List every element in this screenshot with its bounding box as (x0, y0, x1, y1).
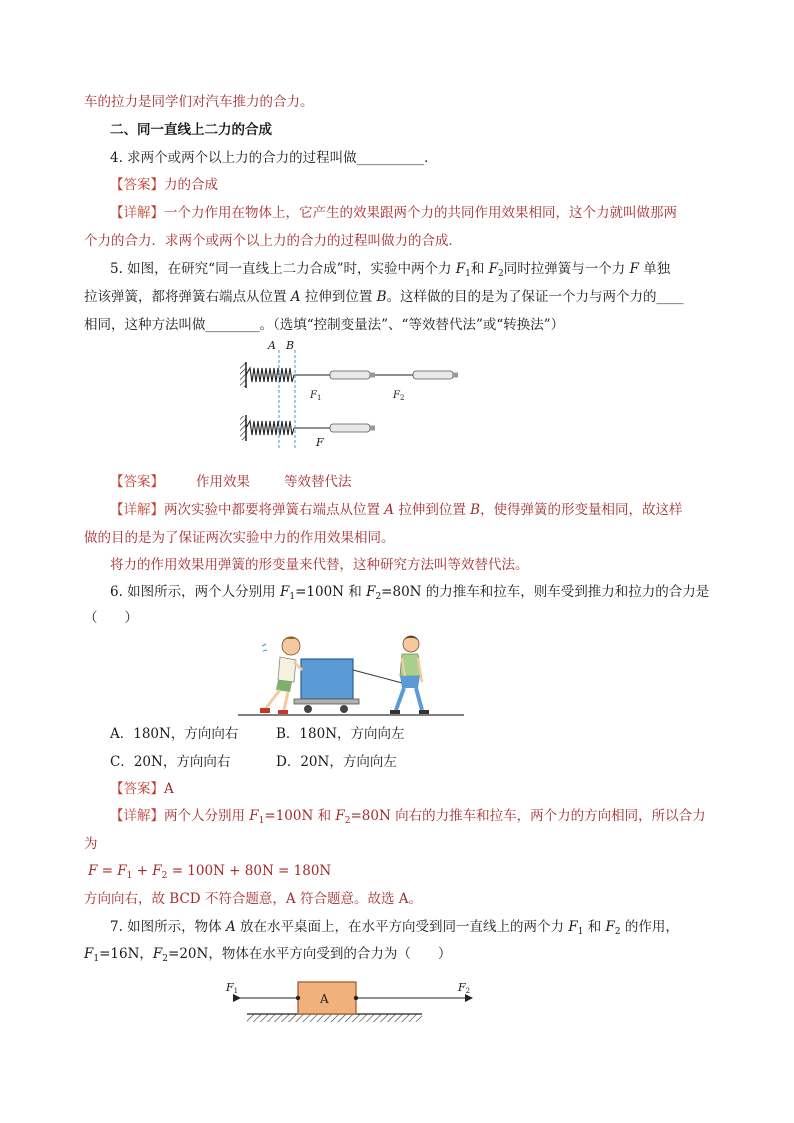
sub-1: 1 (289, 592, 296, 602)
detail-tag: 【详解】 (110, 808, 164, 824)
label-f1: $F_1$ (310, 390, 322, 402)
sub-2: 2 (614, 927, 621, 937)
symbol-f1: F (117, 863, 127, 879)
block-a-label: A (320, 992, 329, 1006)
rope (353, 670, 406, 684)
symbol-a: A (290, 289, 301, 305)
q6-formula: $F = F_1 + F_2 = 100N + 80N = 180N$ (88, 863, 332, 881)
sub-1: 1 (577, 927, 584, 937)
q5-text-f: 拉伸到位置 (300, 289, 377, 305)
sub-2: 2 (161, 871, 168, 881)
sub-1: 1 (93, 954, 100, 964)
q7-text-b: 放在水平桌面上，在水平方向受到同一直线上的两个力 (235, 919, 569, 935)
q5-stem-line2 (84, 287, 684, 307)
q6-text-b: =100N 和 (295, 584, 367, 600)
symbol-f1: F (279, 584, 290, 600)
q5-text-c: 同时拉弹簧与一个力 (503, 261, 630, 277)
sub-2: 2 (498, 269, 504, 279)
label-f: F (316, 436, 324, 449)
symbol-f2: F (366, 584, 376, 600)
push-pull-cart-figure (236, 632, 466, 717)
symbol-b: B (470, 502, 481, 518)
symbol-f2: F (152, 863, 162, 879)
q5-detail-line1 (110, 500, 683, 520)
label-f2: $F_2$ (393, 390, 405, 402)
q6-option-d[interactable]: D．20N，方向向左 (276, 754, 397, 770)
q5-text-d: 单独 (638, 261, 671, 277)
q4-detail-line1 (110, 203, 677, 223)
q6-option-c[interactable]: C．20N，方向向右 (110, 754, 231, 770)
detail-tag: 【详解】 (110, 205, 164, 221)
symbol-f: F (629, 261, 639, 277)
symbol-f: F (88, 863, 98, 879)
q4-detail-line2: 个力的合力．求两个或两个以上力的合力的过程叫做力的合成． (84, 233, 462, 249)
q5-detail-line2: 做的目的是为了保证两次实验中力的作用效果相同。 (84, 530, 395, 546)
q6-option-a[interactable]: A．180N，方向向右 (110, 726, 239, 742)
q5-text-a: 5. 如图，在研究“同一直线上二力合成”时，实验中两个力 (110, 261, 456, 277)
puller-person-icon (390, 636, 429, 714)
symbol-f1: F (568, 919, 578, 935)
q4-stem: 4. 求两个或两个以上力的合力的过程叫做__________． (110, 150, 438, 166)
detail-tag: 【详解】 (110, 502, 164, 518)
sub-1: 1 (126, 871, 133, 881)
q6-detail-line3: 方向向右，故 BCD 不符合题意，A 符合题意。故选 A。 (84, 891, 422, 907)
formula-text: = 100N + 80N = 180N (171, 863, 332, 879)
q4-answer (110, 175, 218, 195)
q6-detail-line1 (110, 806, 706, 826)
spring-experiment-figure (236, 338, 466, 453)
wall-bottom (240, 416, 246, 440)
q5-detail-line3: 将力的作用效果用弹簧的形变量来代替，这种研究方法叫等效替代法。 (110, 557, 529, 573)
sub-1: 1 (258, 816, 265, 826)
answer-text: A (164, 781, 174, 797)
answer-tag: 【答案】 (110, 474, 164, 490)
q5-text-e: 拉该弹簧，都将弹簧右端点从位置 (84, 289, 291, 305)
q5-text-b: 和 (470, 261, 489, 277)
symbol-a: A (225, 919, 236, 935)
symbol-f1: F (249, 808, 259, 824)
q5-stem-line3: 相同，这种方法叫做________。（选填“控制变量法”、“等效替代法”或“转换法”） (84, 317, 565, 333)
q6-detail-line2: 为 (84, 836, 98, 852)
q7-text-a: 7. 如图所示，物体 (110, 919, 226, 935)
spring-top (246, 368, 294, 382)
label-f1: F1 (226, 981, 239, 995)
wall-top (240, 363, 246, 387)
spring-scale-f (330, 424, 375, 432)
q5-answer (110, 472, 352, 492)
detail-text: 一个力作用在物体上，它产生的效果跟两个力的共同作用效果相同，这个力就叫做那两 (164, 205, 677, 221)
detail-text-a: 两次实验中都要将弹簧右端点从位置 (164, 502, 385, 518)
answer-tag: 【答案】 (110, 781, 164, 797)
q6-text-c: =80N 的力推车和拉车，则车受到推力和拉力的合力是 (381, 584, 710, 600)
symbol-f2: F (488, 261, 499, 277)
q7-stem-line2 (84, 944, 451, 964)
q6-text-a: 6. 如图所示，两个人分别用 (110, 584, 280, 600)
symbol-f2: F (152, 946, 163, 962)
symbol-a: A (384, 502, 395, 518)
detail-text-b: 拉伸到位置 (394, 502, 471, 518)
spring-scale-f2 (413, 371, 458, 379)
block-force-figure (222, 975, 482, 1025)
section-title: 二、同一直线上二力的合成 (110, 122, 272, 138)
symbol-f1: F (455, 261, 466, 277)
q5-stem-line1 (110, 259, 670, 279)
sub-2: 2 (162, 954, 169, 964)
symbol-f1: F (84, 946, 94, 962)
sub-2: 2 (344, 816, 351, 826)
detail-text-a: 两个人分别用 (164, 808, 250, 824)
q7-text-f: =20N，物体在水平方向受到的合力为（ ） (168, 946, 452, 962)
answer-text-1: 作用效果 (196, 474, 250, 490)
q6-answer (110, 779, 174, 799)
spring-bottom (246, 421, 294, 435)
sub-1: 1 (465, 269, 471, 279)
spring-scale-f1 (330, 371, 375, 379)
label-a: A (268, 339, 276, 352)
q7-stem-line1 (110, 917, 679, 937)
detail-text-c: ，使得弹簧的形变量相同，故这样 (480, 502, 683, 518)
q7-text-d: 的作用， (620, 919, 679, 935)
symbol-b: B (376, 289, 387, 305)
sub-2: 2 (375, 592, 382, 602)
table-surface (247, 1014, 422, 1022)
answer-text: 力的合成 (164, 177, 218, 193)
q6-stem-line1 (110, 582, 709, 602)
q7-text-e: =16N， (99, 946, 153, 962)
detail-text-c: =80N 向右的力推车和拉车，两个力的方向相同，所以合力 (350, 808, 706, 824)
q3-tail-text: 车的拉力是同学们对汽车推力的合力。 (84, 94, 314, 110)
cart (294, 659, 359, 713)
q5-text-g: 。这样做的目的是为了保证一个力与两个力的____ (386, 289, 684, 305)
label-b: B (286, 339, 295, 352)
symbol-f2: F (335, 808, 345, 824)
q6-option-b[interactable]: B．180N，方向向左 (276, 726, 405, 742)
q6-stem-line2: （ ） (84, 610, 138, 626)
answer-text-2: 等效替代法 (284, 474, 352, 490)
answer-tag: 【答案】 (110, 177, 164, 193)
detail-text-b: =100N 和 (264, 808, 336, 824)
symbol-f2: F (605, 919, 615, 935)
label-f2: F2 (458, 981, 471, 995)
q7-text-c: 和 (583, 919, 606, 935)
